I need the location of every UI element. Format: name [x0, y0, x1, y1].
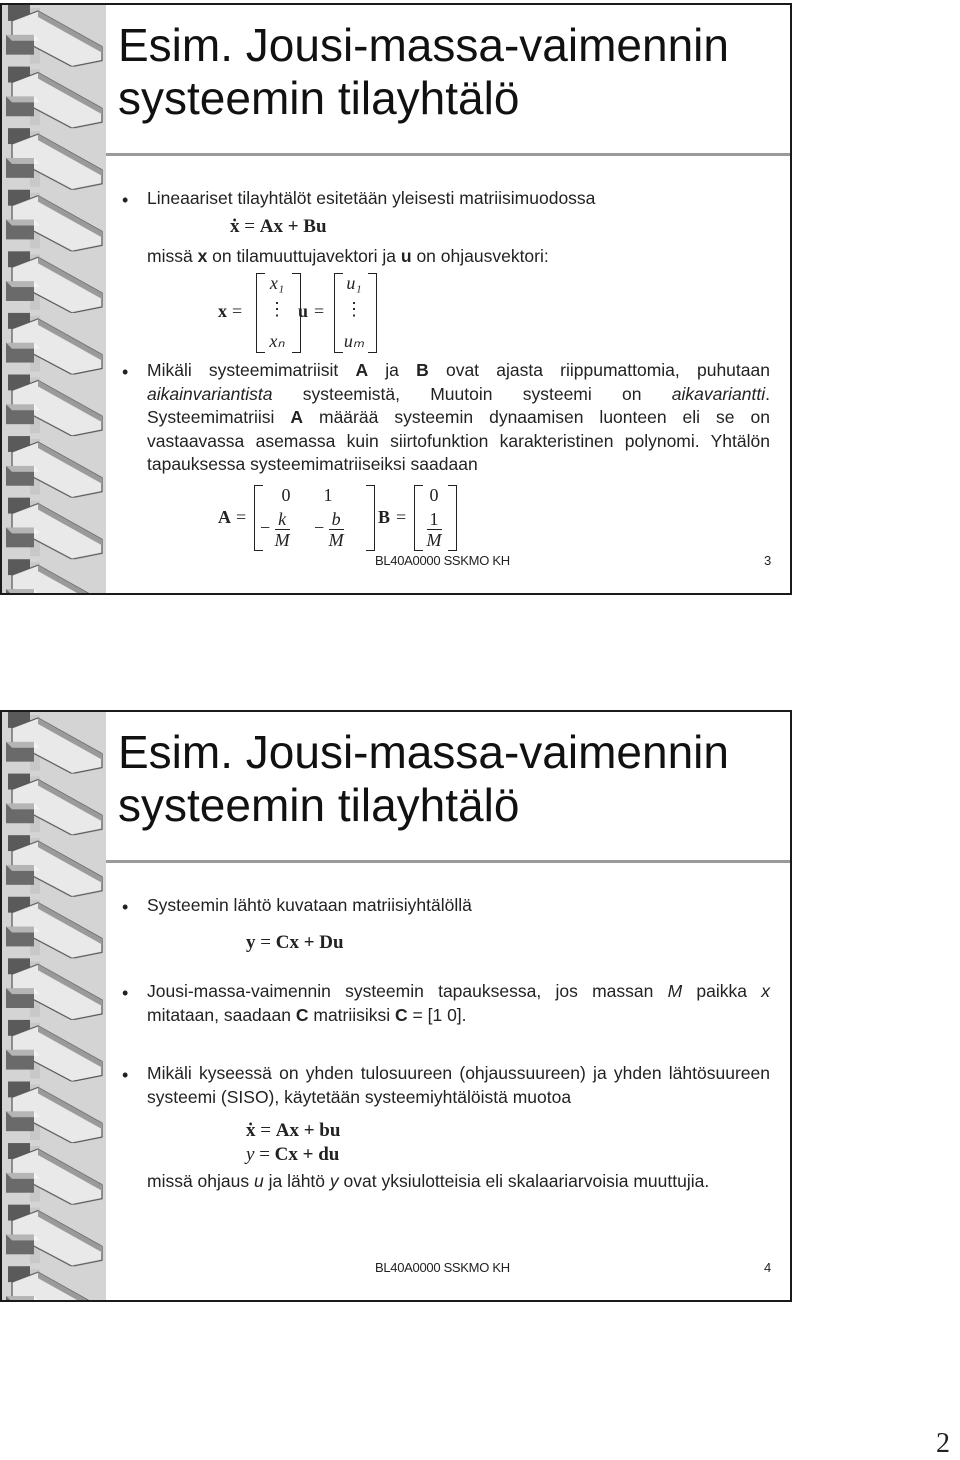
eq-sign: = — [259, 1144, 270, 1165]
fraction — [329, 509, 344, 550]
matrix-entry — [314, 509, 344, 550]
text-segment: ja lähtö — [263, 1171, 330, 1191]
eq-sign: = — [232, 301, 243, 321]
eq-lhs: y — [246, 932, 256, 953]
bullet-paragraph — [147, 980, 770, 1027]
symbol-C: C — [295, 1004, 309, 1025]
title-line-1: Esim. Jousi-massa-vaimennin — [118, 19, 729, 71]
eq-lhs: y — [246, 1144, 255, 1165]
vector-entry: u₁ — [346, 273, 362, 293]
slide-3 — [0, 3, 792, 595]
symbol-x: x — [197, 246, 208, 266]
eq-lhs: ẋ — [230, 216, 240, 237]
siso-output-equation — [246, 1144, 339, 1166]
text-segment: systeemistä, Muutoin systeemi on — [272, 383, 672, 404]
text-segment: = [1 0]. — [407, 1004, 467, 1025]
matrix-B — [376, 483, 456, 551]
siso-state-equation — [246, 1120, 340, 1142]
fraction — [275, 509, 290, 550]
symbol-A: A — [290, 407, 304, 427]
denominator: M — [328, 530, 344, 550]
slide-number: 3 — [764, 553, 772, 568]
eq-sign: = — [396, 507, 407, 527]
minus-sign: − — [260, 517, 271, 538]
missa-line — [147, 245, 549, 269]
state-equation — [230, 216, 327, 238]
matrix-entry — [422, 509, 446, 550]
numerator: b — [329, 509, 344, 530]
title-line-1: Esim. Jousi-massa-vaimennin — [118, 726, 729, 778]
numerator: 1 — [427, 509, 442, 530]
text-segment: matriisiksi — [308, 1004, 396, 1025]
fraction — [427, 509, 442, 550]
eq-sign: = — [260, 932, 271, 953]
matrix-entry: 1 — [323, 485, 333, 505]
vector-u — [298, 271, 378, 355]
bullet-paragraph: Mikäli kyseessä on yhden tulosuureen (ohjaussuureen) ja yhden lähtösuureen systeemi (SISO), käytetään systeemiyhtälöistä muotoa — [147, 1063, 770, 1107]
text-segment: mitataan, saadaan — [147, 1004, 296, 1025]
matrix-B-name: B — [378, 507, 391, 527]
symbol-B: B — [416, 360, 429, 380]
bullet-marker: • — [122, 362, 129, 382]
matrix-entry: 0 — [429, 485, 439, 505]
symbol-u: u — [254, 1171, 264, 1191]
eq-sign: = — [314, 301, 325, 321]
right-bracket — [368, 273, 377, 353]
symbol-A: A — [355, 360, 369, 380]
eq-rhs: Cx + Du — [275, 932, 344, 953]
title-divider — [106, 860, 790, 863]
text-segment: ja — [368, 360, 417, 380]
output-equation — [246, 932, 344, 954]
text-segment: . Systeemimatriisi — [147, 383, 770, 427]
symbol-M: M — [667, 981, 683, 1001]
slide-number: 4 — [764, 1260, 772, 1275]
term-italic: aikavariantti — [671, 383, 766, 404]
eq-lhs: ẋ — [246, 1120, 256, 1141]
term-italic: aikainvariantista — [147, 383, 273, 404]
vector-x-name: x — [218, 301, 227, 321]
slide-footer: BL40A0000 SSKMO KH — [375, 553, 510, 568]
vector-entry: uₘ — [343, 331, 365, 351]
bullet-marker: • — [122, 983, 129, 1003]
binder-decoration — [2, 712, 106, 1300]
vector-entry: xₙ — [269, 331, 285, 351]
slide-title — [118, 19, 729, 125]
bullet-text: Lineaariset tilayhtälöt esitetään yleisesti matriisimuodossa — [147, 188, 596, 208]
title-divider — [106, 153, 790, 156]
eq-sign: = — [236, 507, 247, 527]
bullet-marker: • — [122, 190, 129, 210]
symbol-C: C — [395, 1004, 408, 1025]
title-line-2: systeemin tilayhtälö — [118, 72, 520, 124]
vector-entry: ⋮ — [345, 299, 363, 319]
text-segment: määrää systeemin dynaamisen luonteen eli se on vastaavassa asemassa kuin siirtofunktion karakteristinen polynomi. Yhtälön tapauksessa systeemimatriiseiksi saadaan — [147, 407, 770, 474]
missa-paragraph — [147, 1170, 770, 1194]
eq-sign: = — [260, 1120, 271, 1141]
right-bracket — [366, 485, 375, 551]
minus-sign: − — [314, 517, 325, 538]
text-segment: Jousi-massa-vaimennin systeemin tapauksessa, jos massan — [147, 981, 668, 1001]
vector-entry: x₁ — [269, 273, 285, 293]
bullet-marker: • — [122, 1065, 129, 1085]
symbol-y: y — [329, 1171, 339, 1191]
slide-footer: BL40A0000 SSKMO KH — [375, 1260, 510, 1275]
numerator: k — [275, 509, 290, 530]
vector-entry: ⋮ — [268, 299, 286, 319]
text-segment: ovat ajasta riippumattomia, puhutaan — [428, 360, 770, 380]
vector-u-name: u — [298, 301, 309, 321]
matrix-A-name: A — [218, 507, 231, 527]
slide-4 — [0, 710, 792, 1302]
symbol-u: u — [400, 246, 412, 266]
matrix-A — [216, 483, 376, 551]
eq-rhs: Cx + du — [274, 1144, 340, 1165]
title-line-2: systeemin tilayhtälö — [118, 779, 520, 831]
text-segment: missä — [147, 246, 198, 266]
symbol-x: x — [761, 981, 770, 1001]
eq-sign: = — [244, 216, 255, 237]
denominator: M — [426, 530, 442, 550]
text-segment: ovat yksiulotteisia eli skalaariarvoisia muuttujia. — [338, 1171, 710, 1191]
bullet-marker: • — [122, 897, 129, 917]
denominator: M — [274, 530, 290, 550]
binder-decoration — [2, 5, 106, 593]
text-segment: paikka — [682, 981, 762, 1001]
vector-x — [218, 271, 308, 355]
slide-title — [118, 726, 729, 832]
text-segment: Mikäli systeemimatriisit — [147, 360, 356, 380]
matrix-entry — [260, 509, 290, 550]
eq-rhs: Ax + bu — [275, 1120, 341, 1141]
right-bracket — [448, 485, 457, 551]
text-segment: on ohjausvektori: — [411, 246, 549, 266]
bullet-paragraph — [147, 359, 770, 477]
bullet-text: Systeemin lähtö kuvataan matriisiyhtälöllä — [147, 895, 472, 915]
matrix-entry: 0 — [281, 485, 291, 505]
page-number: 2 — [936, 1428, 950, 1459]
text-segment: on tilamuuttujavektori ja — [207, 246, 401, 266]
text-segment: missä ohjaus — [147, 1171, 254, 1191]
eq-rhs: Ax + Bu — [259, 216, 327, 237]
